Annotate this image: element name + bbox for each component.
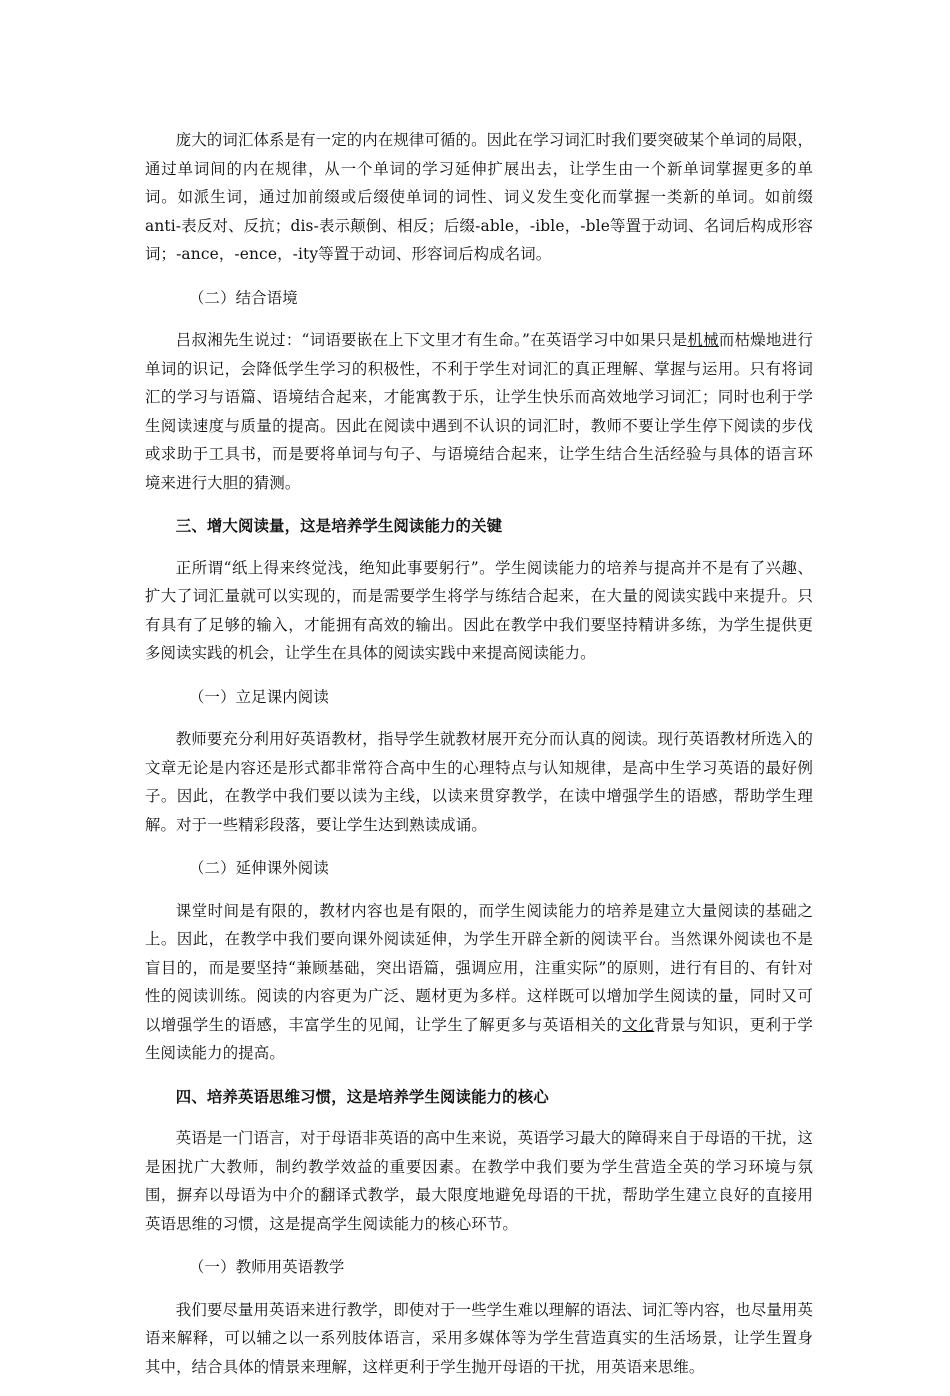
paragraph-teach-in-english: 我们要尽量用英语来进行教学，即使对于一些学生难以理解的语法、词汇等内容，也尽量用英语来解释，可以辅之以一系列肢体语言，采用多媒体等为学生营造真实的生活场景，让学生置身其中，结合具体的情景来理解，这样更利于学生抛开母语的干扰，用英语来思维。 bbox=[145, 1300, 813, 1376]
paragraph-extracurricular-end: 背景与知识，更利于学生阅读能力的提高。 bbox=[145, 1015, 813, 1062]
link-wenhua[interactable]: 文化 bbox=[622, 1015, 655, 1034]
heading-section-4: 四、培养英语思维习惯，这是培养学生阅读能力的核心 bbox=[175, 1087, 549, 1106]
paragraph-english-thinking: 英语是一门语言，对于母语非英语的高中生来说，英语学习最大的障碍来自于母语的干扰，这是困扰广大教师，制约教学效益的重要因素。在教学中我们要为学生营造全英的学习环境与氛围，摒弃以母语为中介的翻译式教学，最大限度地避免母语的干扰，帮助学生建立良好的直接用英语思维的习惯，这是提高学生阅读能力的核心环节。 bbox=[145, 1129, 813, 1233]
subheading-extracurricular-reading: （二）延伸课外阅读 bbox=[189, 859, 329, 877]
paragraph-extracurricular-start: 课堂时间是有限的，教材内容也是有限的，而学生阅读能力的培养是建立大量阅读的基础之上。因此，在教学中我们要向课外阅读延伸，为学生开辟全新的阅读平台。当然课外阅读也不是盲目的，而是要坚持“兼顾基础，突出语篇，强调应用，注重实际”的原则，进行有目的、有针对性的阅读训练。阅读的内容更为广泛、题材更为多样。这样既可以增加学生阅读的量，同时又可以增强学生的语感，丰富学生的见闻，让学生了解更多与英语相关的 bbox=[145, 901, 813, 1034]
link-jixie[interactable]: 机械 bbox=[687, 331, 719, 349]
subheading-context: （二）结合语境 bbox=[189, 288, 298, 307]
heading-section-3: 三、增大阅读量，这是培养学生阅读能力的关键 bbox=[175, 517, 503, 535]
subheading-in-class-reading: （一）立足课内阅读 bbox=[189, 687, 329, 706]
document-page bbox=[145, 126, 813, 1396]
paragraph-reading-volume: 正所谓“纸上得来终觉浅，绝知此事要躬行”。学生阅读能力的培养与提高并不是有了兴趣、扩大了词汇量就可以实现的，而是需要学生将学与练结合起来，在大量的阅读实践中来提升。只有具有了足够的输入，才能拥有高效的输出。因此在教学中我们要坚持精讲多练，为学生提供更多阅读实践的机会，让学生在具体的阅读实践中来提高阅读能力。 bbox=[145, 558, 813, 662]
paragraph-context bbox=[145, 326, 813, 497]
paragraph-extracurricular-reading bbox=[145, 897, 813, 1068]
paragraph-context-start: 吕叔湘先生说过：“词语要嵌在上下文里才有生命。”在英语学习中如果只是 bbox=[175, 331, 688, 349]
paragraph-context-end: 而枯燥地进行单词的识记，会降低学生学习的积极性，不利于学生对词汇的真正理解、掌握与运用。只有将词汇的学习与语篇、语境结合起来，才能寓教于乐，让学生快乐而高效地学习词汇；同时也利于学生阅读速度与质量的提高。因此在阅读中遇到不认识的词汇时，教师不要让学生停下阅读的步伐或求助于工具书，而是要将单词与句子、与语境结合起来，让学生结合生活经验与具体的语言环境来进行大胆的猜测。 bbox=[145, 331, 813, 492]
paragraph-in-class-reading: 教师要充分利用好英语教材，指导学生就教材展开充分而认真的阅读。现行英语教材所选入的文章无论是内容还是形式都非常符合高中生的心理特点与认知规律，是高中生学习英语的最好例子。因此，在教学中我们要以读为主线，以读来贯穿教学，在读中增强学生的语感，帮助学生理解。对于一些精彩段落，要让学生达到熟读成诵。 bbox=[145, 730, 813, 834]
paragraph-vocabulary-rules: 庞大的词汇体系是有一定的内在规律可循的。因此在学习词汇时我们要突破某个单词的局限，通过单词间的内在规律，从一个单词的学习延伸扩展出去，让学生由一个新单词掌握更多的单词。如派生词，通过加前缀或后缀使单词的词性、词义发生变化而掌握一类新的单词。如前缀anti-表反对、反抗；dis-表示颠倒、相反；后缀-able，-ible，-ble等置于动词、名词后构成形容词；-ance，-ence，-ity等置于动词、形容词后构成名词。 bbox=[145, 131, 813, 263]
subheading-teach-in-english: （一）教师用英语教学 bbox=[189, 1258, 345, 1276]
